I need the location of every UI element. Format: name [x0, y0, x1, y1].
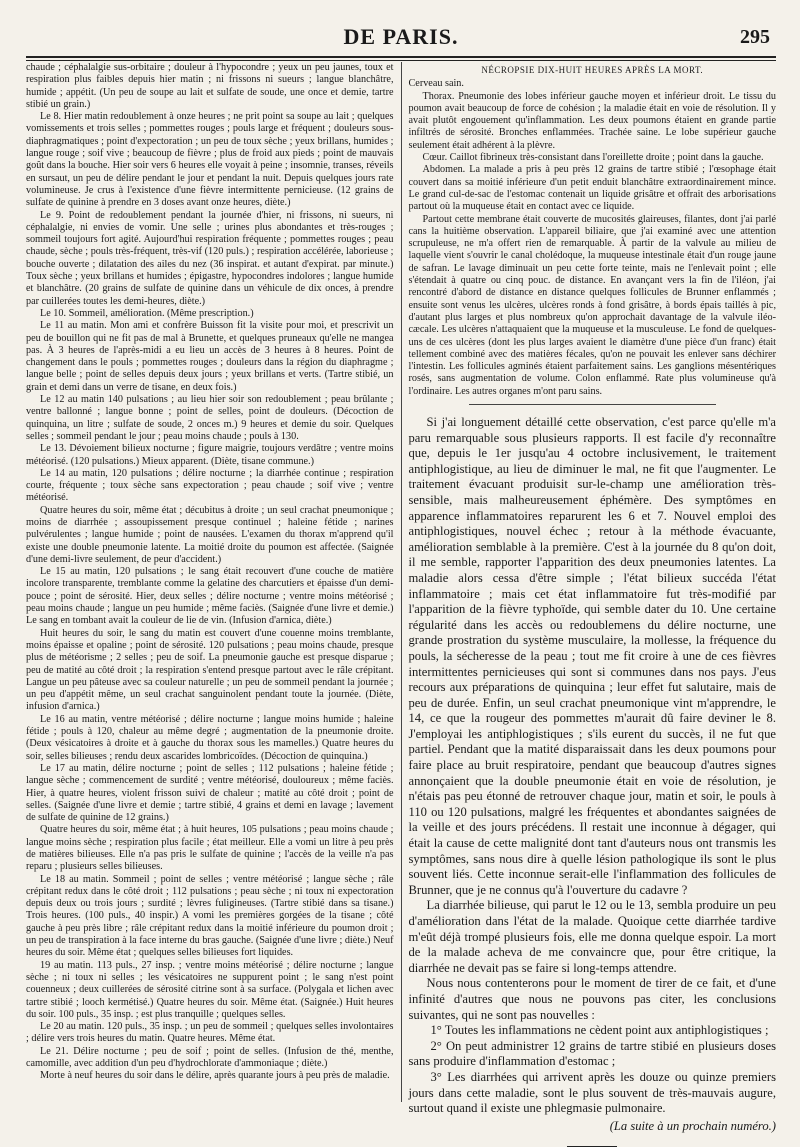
left-paragraph: Le 14 au matin, 120 pulsations ; délire nocturne ; la diarrhée continue ; respiration courte, fréquente ; toux sèche sans expectoration ; peau chaude ; soif vive ; ventre météorisé.	[26, 467, 394, 504]
conclusion-item: 2° On peut administrer 12 grains de tartre stibié en plusieurs doses sans produire d'inflammation d'estomac ;	[408, 1038, 776, 1069]
header-rule-thin	[26, 60, 776, 61]
continuation-note: (La suite à un prochain numéro.)	[609, 1118, 776, 1133]
left-paragraph: 19 au matin. 113 puls., 27 insp. ; ventre moins météorisé ; délire nocturne ; langue sèche ; ni toux ni selles ; les vésicatoires ne suppurent point ; le sang n'est point couenneux ; deux cuillerées de sérosité citrine sont à sa surface. (Polygala et lichen avec tartre stibié ; looch kermétisé.) Quatre heures du soir. Même état. (Saignée.) Huit heures du soir. 100 puls., 35 insp. ; est plus tranquille ; quelques selles.	[26, 959, 394, 1020]
left-paragraph: chaude ; céphalalgie sus-orbitaire ; douleur à l'hypocondre ; yeux un peu jaunes, toux et respiration plus faibles depuis hier matin ; ni frissons ni sueurs ; langue blanchâtre, humide ; appétit. (Un peu de soupe au lait et sulfate de soude, une once et demie, tartre stibié un grain.)	[26, 62, 394, 110]
autopsy-paragraph: Partout cette membrane était couverte de mucosités glaireuses, filantes, dont j'ai parlé cans la huitième observation. L'appareil biliaire, que j'ai examiné avec une attention scrupuleuse, ne m'a offert rien de remarquable. À partir de la valvule au milieu de laquelle vient s'ouvrir le canal cholédoque, la muqueuse intestinale était d'un rouge jaune de safran. Le lavage diminuait un peu cette forte teinte, mais ne l'enlevait point ; elle s'étendait à quatre ou cinq pouc. de distance. En avançant vers la fin de l'iléon, j'ai rencontré d'abord de distance en distance quelques follicules de Brunner enflammés ; ensuite sont venus les ulcères, ulcères ronds à fond grisâtre, à bords épais taillés à pic, d'autant plus larges et plus nombreux qu'on approchait davantage de la valvule iléo-cæcale. Les ulcères n'attaquaient que la muqueuse et la musculeuse. Le fond de quelques-uns de ces ulcères (dont les plus larges avaient le diamètre d'une pièce d'un franc) était tellement combiné avec des matières fécales, qu'on ne pouvait les enlever sans déchirer l'intestin. Les follicules agminés étaient parfaitement sains. Les ganglions mésentériques rosés, sans augmentation de volume. Colon enflammé. Rate plus volumineuse qu'à l'ordinaire. Les autres organes m'ont paru sains.	[408, 213, 776, 397]
running-title: DE PARIS.	[343, 24, 459, 49]
left-paragraph: Le 13. Dévoiement bilieux nocturne ; figure maigrie, toujours verdâtre ; ventre moins météorisé. (120 pulsations.) Mieux apparent. (Diète, tisane commune.)	[26, 443, 394, 467]
commentary-section	[409, 415, 777, 1147]
left-paragraph: Quatre heures du soir, même état ; décubitus à droite ; un seul crachat pneumonique ; moins de diarrhée ; assoupissement presque continuel ; haleine fétide ; narines pulvérulentes ; langue humide ; point de nausées. L'examen du thorax m'apprend qu'il existe une double pneumonie latente. La moitié droite du poumon est affectée. (Saignée d'une demi-livre seulement, de peur d'accident.)	[26, 504, 394, 565]
autopsy-paragraph: Cœur. Caillot fibrineux très-consistant dans l'oreillette droite ; point dans la gauche.	[422, 152, 764, 164]
left-paragraph: Le 15 au matin, 120 pulsations ; le sang était recouvert d'une couche de matière incolore transparente, tremblante comme la gelatine des charcutiers et épaisse d'un demi-pouce ; point de sérosité. Hier, deux selles ; délire nocturne ; ventre moins météorisé ; peau moins chaude ; langue un peu humide ; même faciès. (Saignée d'une livre et demie.) Le sang en tombant avait la couleur de lie de vin. (Infusion d'arnica, diète.)	[26, 566, 394, 627]
left-paragraph: Le 18 au matin. Sommeil ; point de selles ; ventre météorisé ; langue sèche ; râle crépitant redux dans le côté droit ; 112 pulsations ; peau sèche ; ni toux ni expectoration depuis deux ou trois jours ; surdité ; lèvres fuligineuses. (Tartre stibié dans sa tisane.) Trois heures. (100 puls., 40 inspir.) A vomi les premières gorgées de la tisane ; côté gauche à peu près libre ; râle crépitant redux dans la moitié inférieure du poumon droit ; un peu de transpiration à la face interne du bras gauche. (Saignée d'une livre ; diète.) Neuf heures du soir. Même état ; quelques selles bilieuses fort liquides.	[26, 873, 394, 959]
commentary-paragraph: La diarrhée bilieuse, qui parut le 12 ou le 13, sembla produire un peu d'amélioration dans l'état de la malade. Quoique cette diarrhée tardive m'eût déjà trompé plusieurs fois, elle me donna quelque espoir. La mort de la malade acheva de me convaincre que, pour être critique, la diarrhée ne devait pas se faire si long-temps attendre.	[408, 898, 776, 975]
section-separator	[469, 404, 717, 405]
left-paragraph: Le 20 au matin. 120 puls., 35 insp. ; un peu de sommeil ; quelques selles involontaires ; délire vers trois heures du matin. Quatre heures. Même état.	[26, 1021, 394, 1045]
left-paragraph: Le 8. Hier matin redoublement à onze heures ; ne prit point sa soupe au lait ; quelques vomissements et trois selles ; pommettes rouges ; pouls large et fréquent ; douleurs sous-diaphragmatiques ; point d'expectoration ; un peu de toux sèche ; yeux brillans, humides ; langue rouge ; soif vive ; beaucoup de fièvre ; plus de froid aux pieds ; point de mauvais goût dans la bouche. Hier soir vers 6 heures elle voyait à peine ; insomnie, transes, réveils en sursaut, un peu de délire pendant le jour et pendant la nuit. Depuis quelques jours rate volumineuse. Je crus à l'existence d'une fièvre intermittente pernicieuse. (12 grains de sulfate de quinine à prendre en 3 doses avant onze heures, diète.)	[26, 111, 394, 209]
left-column	[26, 62, 401, 1102]
left-paragraph: Le 9. Point de redoublement pendant la journée d'hier, ni frissons, ni sueurs, ni céphalalgie, ni envies de vomir. Une selle ; urines plus abondantes et très-rouges ; sommeil toujours fort agité. Aujourd'hui respiration fréquente ; pommettes rouges ; peau chaude, sèche ; pouls très-fréquent, très-vif (120 puls.) ; respiration accélérée, laborieuse ; bouche ouverte ; dilatation des ailes du nez (36 inspirat. et autant d'expirat. par minute.) Toux sèche ; yeux brillans et humides ; épigastre, hypocondres indolores ; langue humide et blanchâtre. (20 grains de sulfate de quinine dans un véhicule de dix onces, à prendre par cuillerées toutes les demi-heures, diète.)	[26, 209, 394, 307]
left-paragraph: Quatre heures du soir, même état ; à huit heures, 105 pulsations ; peau moins chaude ; langue moins sèche ; respiration plus facile ; état meilleur. Elle a vomi un litre à peu près de matières bilieuses. Elle n'a pas pris le sulfate de quinine ; l'accès de la veille n'a pas reparu ; plusieurs selles bilieuses.	[26, 824, 394, 873]
autopsy-caption: NÉCROPSIE DIX-HUIT HEURES APRÈS LA MORT.	[481, 65, 704, 75]
autopsy-section	[409, 64, 777, 398]
left-paragraph: Le 17 au matin, délire nocturne ; point de selles ; 112 pulsations ; haleine fétide ; langue sèche ; commencement de surdité ; ventre météorisé, douloureux ; même faciès. Hier, à quatre heures, violent frisson suivi de chaleur ; matité au côté droit ; point de selles. (Saignée d'une livre et demie ; tartre stibié, 4 grains et demi en lavage ; lavement de sulfate de quinine de 12 grains.)	[26, 762, 394, 824]
left-paragraph: Le 21. Délire nocturne ; peu de soif ; point de selles. (Infusion de thé, menthe, camomille, avec addition d'un peu d'hydrochlorate d'ammoniaque ; diète.)	[26, 1045, 394, 1070]
left-paragraph: Le 11 au matin. Mon ami et confrère Buisson fit la visite pour moi, et prescrivit un peu de bouillon qui ne fit pas de mal à Brunette, et quelques pruneaux qu'elle ne mangea pas. À 3 heures de l'après-midi a eu lieu un accès de 3 heures à 8 heures. Point de changement dans le pouls ; pommettes rouges ; douleurs dans la région du diaphragme ; langue belle ; point de selles depuis deux jours ; yeux brillans et verts. (Tartre stibié, un grain et demi dans un verre de tisane, en deux fois.)	[26, 320, 394, 393]
conclusion-item: 3° Les diarrhées qui arrivent après les douze ou quinze premiers jours dans cette maladie, sont le plus souvent de très-mauvais augure, surtout quand il existe une phlegmasie pulmonaire.	[408, 1069, 776, 1116]
autopsy-paragraph: Thorax. Pneumonie des lobes inférieur gauche moyen et inférieur droit. Le tissu du poumon avait beaucoup de force de cohésion ; la maladie était en voie de résolution. Il y avait plutôt engouement qu'inflammation. Les deux poumons étaient en grande partie infiltrés de sérosité. Bronches enflammées. Trachée saine. Le lobe supérieur gauche seulement était adhérent à la plèvre.	[408, 90, 776, 151]
left-paragraph: Le 10. Sommeil, amélioration. (Même prescription.)	[40, 307, 254, 319]
header-rule	[26, 56, 776, 58]
conclusion-item: 1° Toutes les inflammations ne cèdent point aux antiphlogistiques ;	[430, 1023, 769, 1038]
conclusions-list	[409, 1023, 777, 1117]
columns	[26, 62, 776, 1133]
page-number: 295	[740, 26, 770, 48]
autopsy-paragraph: Cerveau sain.	[408, 78, 464, 90]
commentary-paragraph: Si j'ai longuement détaillé cette observation, c'est parce qu'elle m'a paru remarquable sous plusieurs rapports. Il est facile d'y reconnaître que, depuis le 1er jusqu'au 4 octobre inclusivement, le traitement antiphlogistique, au lieu de diminuer le mal, ne fit que l'augmenter. Le traitement évacuant produisit sur-le-champ une amélioration très-sensible, mais malheureusement éphémère. Des symptômes en apparence inflammatoires reparurent les 6 et 7. Nouvel emploi des antiphlogistiques, nouvel échec ; retour à la méthode évacuante, amélioration semblable à la première. C'est à la journée du 8 qu'on doit, il me semble, rapporter l'apparition des deux pneumonies latentes. La maladie alors cessa d'être simple ; l'état bilieux succéda l'état inflammatoire ; mais cet état inflammatoire fut très-modifié par l'apparition de la fièvre typhoïde, qui semble dater du 10. Une certaine régularité dans les accès ou redoublemens du délire nocturne, une grande prostration du système musculaire, la mollesse, la fréquence du pouls, la sécheresse de la peau ; tout me fit croire à une de ces fièvres intermittentes pernicieuses qui sont si communes dans nos pays. J'eus recours aux préparations de quinquina ; leur effet fut salutaire, mais de peu de durée. Enfin, un seul crachat pneumonique vint m'apprendre, le 14, ce que la rougeur des pommettes m'aurait dû faire deviner le 8. J'employai les antiphlogistiques ; s'ils eurent du succès, il ne fut que partiel. Pendant que la matité disparaissait dans les deux poumons pour faire place au bruit respiratoire, pendant que beaucoup d'autres signes annonçaient que la double pneumonie était en voie de résolution, je n'étais pas peu étonné de retrouver chaque jour, matin et soir, le pouls à 110 ou 120 pulsations, malgré les fréquentes et abondantes saignées de la veille et des jours précédens. Il restait une inconnue à dégager, qui était la cause de cette malignité dont tant d'auteurs nous ont transmis les symptômes, sans nous dire à quelle lésion pathologique ils sont le plus souvent liés. Cette inconnue serait-elle l'inflammation des follicules de Brunner, que je ne connus qu'à l'ouverture du cadavre ?	[408, 415, 776, 897]
left-paragraph: Morte à neuf heures du soir dans le délire, après quarante jours à peu près de maladie.	[40, 1070, 390, 1082]
left-paragraph: Huit heures du soir, le sang du matin est couvert d'une couenne moins tremblante, moins épaisse et opaline ; point de sérosité. 120 pulsations ; peau moins chaude, presque plus de météorisme ; 2 selles ; peu de soif. La pneumonie gauche est presque disparue ; peu de matité au côté droit ; la respiration s'entend presque partout avec le râle crépitant. Langue un peu pâteuse avec sa couleur naturelle ; un peu de sommeil pendant la journée ; un peu d'appétit même, un seul crachat sanguinolent pendant toute la journée. (Diète, infusion d'arnica.)	[26, 627, 394, 713]
autopsy-paragraph: Abdomen. La malade a pris à peu près 12 grains de tartre stibié ; l'œsophage était couvert dans sa moitié inférieure d'un petit enduit blanchâtre extraordinairement mince. Le grand cul-de-sac de l'estomac contenait un liquide grisâtre et offrait des arborisations partout où la muqueuse était en contact avec ce liquide.	[408, 164, 776, 213]
left-paragraph: Le 12 au matin 140 pulsations ; au lieu hier soir son redoublement ; peau brûlante ; ventre ballonné ; langue bonne ; point de selles, point de douleurs. (Décoction de quinquina, un litre ; sulfate de soude, 2 onces m.) 9 heures et demie du soir. Quelques selles ; sommeil pendant le jour ; peau moins chaude ; pouls à 130.	[26, 394, 394, 442]
right-column	[402, 62, 777, 1133]
page-header	[26, 22, 776, 62]
left-paragraph: Le 16 au matin, ventre météorisé ; délire nocturne ; langue moins humide ; haleine fétide ; pouls à 120, chaleur au même degré ; augmentation de la pneumonie droite. (Deux vésicatoires à droite et à gauche du thorax sous les mamelles.) Quatre heures du soir, selles bilieuses ; rendu deux ascarides lombricoïdes. (Décoction de quinquina.)	[26, 713, 394, 762]
commentary-paragraph: Nous nous contenterons pour le moment de tirer de ce fait, et d'une infinité d'autres que nous ne pouvons pas citer, les conclusions suivantes, qui ne sont pas nouvelles :	[408, 976, 776, 1022]
